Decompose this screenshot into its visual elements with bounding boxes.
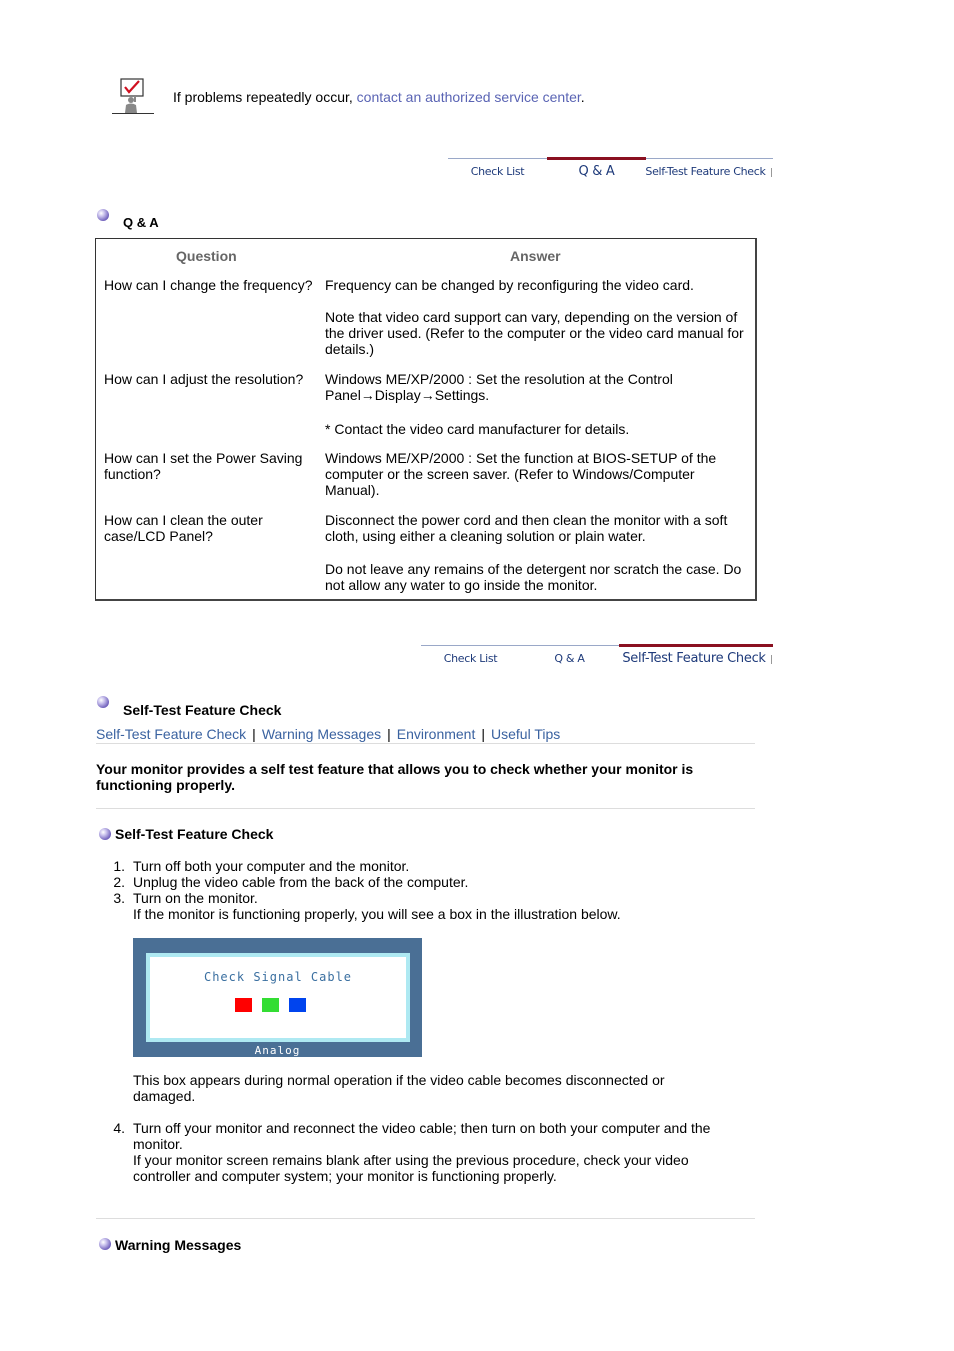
qa-answer: Do not leave any remains of the detergent nor scratch the case. Do not allow any water to go inside the monitor. bbox=[325, 561, 742, 593]
divider bbox=[96, 808, 755, 809]
qa-answer: Disconnect the power cord and then clean the monitor with a soft cloth, using either a cleaning solution or plain water. bbox=[325, 512, 728, 544]
monitor-screen bbox=[146, 953, 410, 1042]
subnav-warning-messages[interactable]: Warning Messages bbox=[261, 726, 382, 742]
tab-qa[interactable]: Q & A bbox=[520, 645, 619, 673]
qa-answer: Note that video card support can vary, depending on the version of the driver used. (Refer to the computer or the video card manual for details.) bbox=[325, 309, 744, 357]
step-text: Unplug the video cable from the back of the computer. bbox=[133, 874, 469, 890]
monitor-message: Check Signal Cable bbox=[203, 970, 353, 984]
subnav-separator: | bbox=[481, 726, 485, 742]
step-main: Turn off your monitor and reconnect the video cable; then turn on both your computer and the monitor. bbox=[133, 1120, 711, 1152]
step-number: 1. bbox=[113, 858, 125, 874]
section-bullet-icon bbox=[99, 1238, 111, 1250]
qa-table bbox=[95, 238, 757, 601]
section-bullet-icon bbox=[99, 828, 111, 840]
qa-question: How can I set the Power Saving function? bbox=[104, 450, 303, 482]
step-text bbox=[133, 1120, 749, 1184]
step-number: 3. bbox=[113, 890, 125, 906]
subnav-useful-tips[interactable]: Useful Tips bbox=[491, 726, 561, 742]
qa-question: How can I clean the outer case/LCD Panel? bbox=[104, 512, 263, 544]
tab-self-test[interactable]: Self-Test Feature Check bbox=[619, 645, 773, 673]
tab-divider bbox=[771, 655, 772, 664]
tab-qa[interactable]: Q & A bbox=[547, 158, 646, 186]
blue-square bbox=[289, 998, 306, 1012]
warning-messages-heading: Warning Messages bbox=[115, 1237, 242, 1253]
qa-answer: * Contact the video card manufacturer for details. bbox=[325, 421, 630, 437]
tab-bar-top bbox=[448, 158, 773, 186]
green-square bbox=[262, 998, 279, 1012]
qa-answer: Frequency can be changed by reconfiguring the video card. bbox=[325, 277, 694, 293]
step-main: Turn on the monitor. bbox=[133, 890, 258, 906]
note-suffix: . bbox=[580, 89, 585, 105]
qa-heading: Q & A bbox=[123, 215, 159, 230]
qa-column-question: Question bbox=[176, 248, 237, 264]
monitor-footer: Analog bbox=[254, 1044, 301, 1057]
step-extra: If your monitor screen remains blank after using the previous procedure, check your video controller and computer system; your monitor is functioning properly. bbox=[133, 1152, 689, 1184]
service-center-link[interactable]: contact an authorized service center bbox=[356, 89, 581, 105]
note-prefix: If problems repeatedly occur, bbox=[173, 89, 357, 105]
section-bullet-icon bbox=[97, 209, 109, 221]
monitor-illustration bbox=[133, 938, 422, 1057]
qa-column-answer: Answer bbox=[510, 248, 561, 264]
section-bullet-icon bbox=[97, 696, 109, 708]
red-square bbox=[235, 998, 252, 1012]
subnav-separator: | bbox=[252, 726, 256, 742]
subnav-separator: | bbox=[387, 726, 391, 742]
qa-answer: Windows ME/XP/2000 : Set the function at BIOS-SETUP of the computer or the screen saver. (Refer to Windows/Computer Manual). bbox=[325, 450, 717, 498]
box-note: This box appears during normal operation if the video cable becomes disconnected or damaged. bbox=[133, 1072, 665, 1104]
qa-question: How can I adjust the resolution? bbox=[104, 371, 304, 387]
note-text bbox=[173, 89, 585, 105]
tab-bar-bottom bbox=[421, 645, 773, 673]
step-text bbox=[133, 890, 749, 922]
checklist-person-icon bbox=[112, 78, 154, 114]
self-test-subnav bbox=[96, 726, 755, 744]
qa-question: How can I change the frequency? bbox=[104, 277, 313, 293]
self-test-intro: Your monitor provides a self test feature that allows you to check whether your monitor is functioning properly. bbox=[96, 761, 694, 793]
step-extra: If the monitor is functioning properly, you will see a box in the illustration below. bbox=[133, 906, 621, 922]
tab-divider bbox=[771, 168, 772, 177]
self-test-subheading: Self-Test Feature Check bbox=[115, 826, 274, 842]
step-text: Turn off both your computer and the monitor. bbox=[133, 858, 410, 874]
step-number: 4. bbox=[113, 1120, 125, 1136]
tab-check-list[interactable]: Check List bbox=[448, 158, 547, 186]
self-test-heading: Self-Test Feature Check bbox=[123, 702, 282, 718]
divider bbox=[96, 1218, 755, 1219]
subnav-environment[interactable]: Environment bbox=[396, 726, 476, 742]
qa-answer: Windows ME/XP/2000 : Set the resolution at the Control Panel→Display→Settings. bbox=[325, 371, 673, 403]
subnav-self-test[interactable]: Self-Test Feature Check bbox=[96, 726, 247, 742]
step-number: 2. bbox=[113, 874, 125, 890]
tab-check-list[interactable]: Check List bbox=[421, 645, 520, 673]
tab-self-test[interactable]: Self-Test Feature Check bbox=[646, 158, 773, 186]
